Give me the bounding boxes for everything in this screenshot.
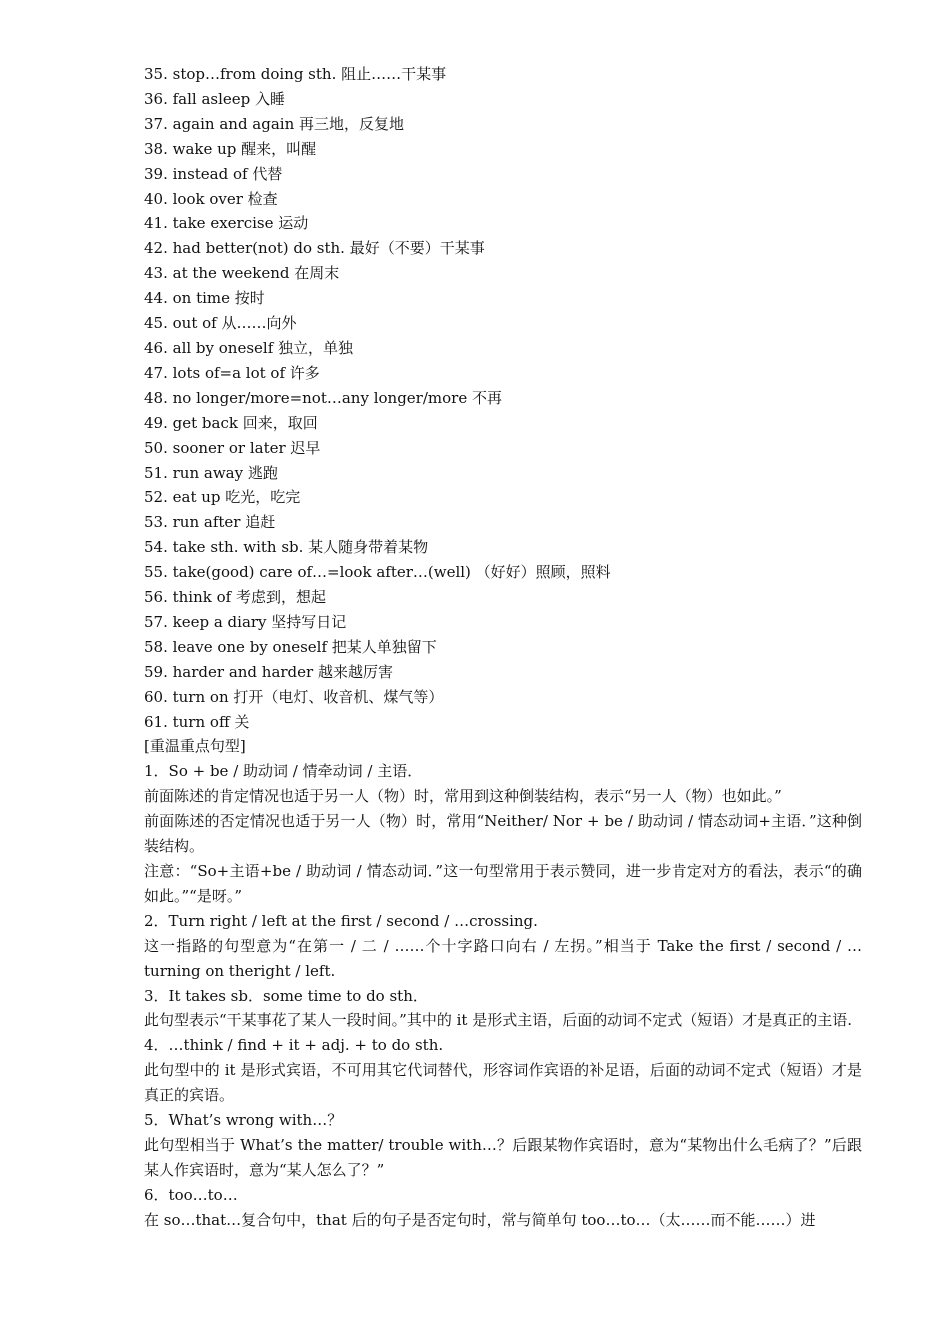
- phrase-item: 36. fall asleep 入睡: [144, 89, 286, 108]
- pattern-heading: 4．…think / find + it + adj. + to do sth.: [144, 1036, 444, 1055]
- phrase-item: 49. get back 回来，取回: [144, 413, 318, 432]
- phrase-item: 38. wake up 醒来，叫醒: [144, 139, 317, 158]
- phrase-item: 45. out of 从……向外: [144, 314, 297, 333]
- phrase-list: [144, 62, 862, 734]
- phrase-item: 53. run after 追赶: [144, 513, 276, 532]
- phrase-item: 40. look over 检查: [144, 189, 278, 208]
- sentence-pattern-list: [144, 759, 862, 1232]
- phrase-item: 61. turn off 关: [144, 712, 250, 731]
- section-title: [重温重点句型]: [144, 737, 246, 756]
- pattern-heading: 1．So + be / 助动词 / 情牵动词 / 主语．: [144, 762, 423, 781]
- phrase-item: 35. stop…from doing sth. 阻止……干某事: [144, 65, 447, 83]
- phrase-item: 58. leave one by oneself 把某人单独留下: [144, 637, 437, 656]
- pattern-explanation: 此句型中的 it 是形式宾语，不可用其它代词替代，形容词作宾语的补足语，后面的动词不定式（短语）才是真正的宾语。: [144, 1061, 862, 1105]
- pattern-heading: 6．too…to…: [144, 1185, 238, 1204]
- pattern-heading: 2．Turn right / left at the first / second / …crossing.: [144, 911, 538, 930]
- phrase-item: 48. no longer/more=not…any longer/more 不再: [144, 388, 502, 407]
- pattern-explanation: 前面陈述的肯定情况也适于另一人（物）时，常用到这种倒装结构，表示“另一人（物）也如此。”: [144, 787, 782, 806]
- phrase-item: 42. had better(not) do sth. 最好（不要）干某事: [144, 239, 485, 258]
- phrase-item: 60. turn on 打开（电灯、收音机、煤气等）: [144, 687, 444, 706]
- phrase-item: 55. take(good) care of…=look after…(well) （好好）照顾，照料: [144, 563, 611, 582]
- pattern-explanation: 前面陈述的否定情况也适于另一人（物）时，常用“Neither/ Nor + be / 助动词 / 情态动词+主语．”这种倒装结构。: [144, 812, 862, 856]
- phrase-item: 47. lots of=a lot of 许多: [144, 363, 320, 382]
- phrase-item: 50. sooner or later 迟早: [144, 438, 321, 457]
- pattern-heading: 5．What’s wrong with…？: [144, 1111, 343, 1130]
- phrase-item: 57. keep a diary 坚持写日记: [144, 612, 347, 631]
- phrase-item: 39. instead of 代替: [144, 164, 283, 183]
- phrase-item: 37. again and again 再三地，反复地: [144, 114, 405, 133]
- phrase-item: 56. think of 考虑到，想起: [144, 588, 326, 607]
- phrase-item: 52. eat up 吃光，吃完: [144, 488, 301, 507]
- phrase-item: 46. all by oneself 独立，单独: [144, 338, 354, 357]
- phrase-item: 51. run away 逃跑: [144, 463, 278, 482]
- phrase-item: 41. take exercise 运动: [144, 214, 309, 233]
- phrase-item: 43. at the weekend 在周末: [144, 264, 340, 283]
- pattern-explanation: 此句型表示“干某事花了某人一段时间。”其中的 it 是形式主语，后面的动词不定式（短语）才是真正的主语.: [144, 1011, 852, 1030]
- phrase-item: 44. on time 按时: [144, 289, 265, 308]
- pattern-explanation: 这一指路的句型意为“在第一 / 二 / ……个十字路口向右 / 左拐。”相当于 Take the first / second / …turning on theright / left.: [144, 936, 862, 980]
- pattern-heading: 3．It takes sb．some time to do sth．: [144, 986, 428, 1005]
- pattern-explanation: 在 so…that…复合句中，that 后的句子是否定句时，常与简单句 too…to…（太……而不能……）进: [144, 1210, 816, 1229]
- phrase-item: 59. harder and harder 越来越厉害: [144, 662, 393, 681]
- pattern-explanation: 注意：“So+主语+be / 助动词 / 情态动词．”这一句型常用于表示赞同，进一步肯定对方的看法，表示“的确如此。”“是呀。”: [144, 862, 862, 905]
- pattern-explanation: 此句型相当于 What’s the matter/ trouble with…？后跟某物作宾语时，意为“某物出什么毛病了？”后跟某人作宾语时，意为“某人怎么了？”: [144, 1135, 862, 1179]
- phrase-item: 54. take sth. with sb. 某人随身带着某物: [144, 538, 429, 557]
- document-body: [144, 62, 862, 1233]
